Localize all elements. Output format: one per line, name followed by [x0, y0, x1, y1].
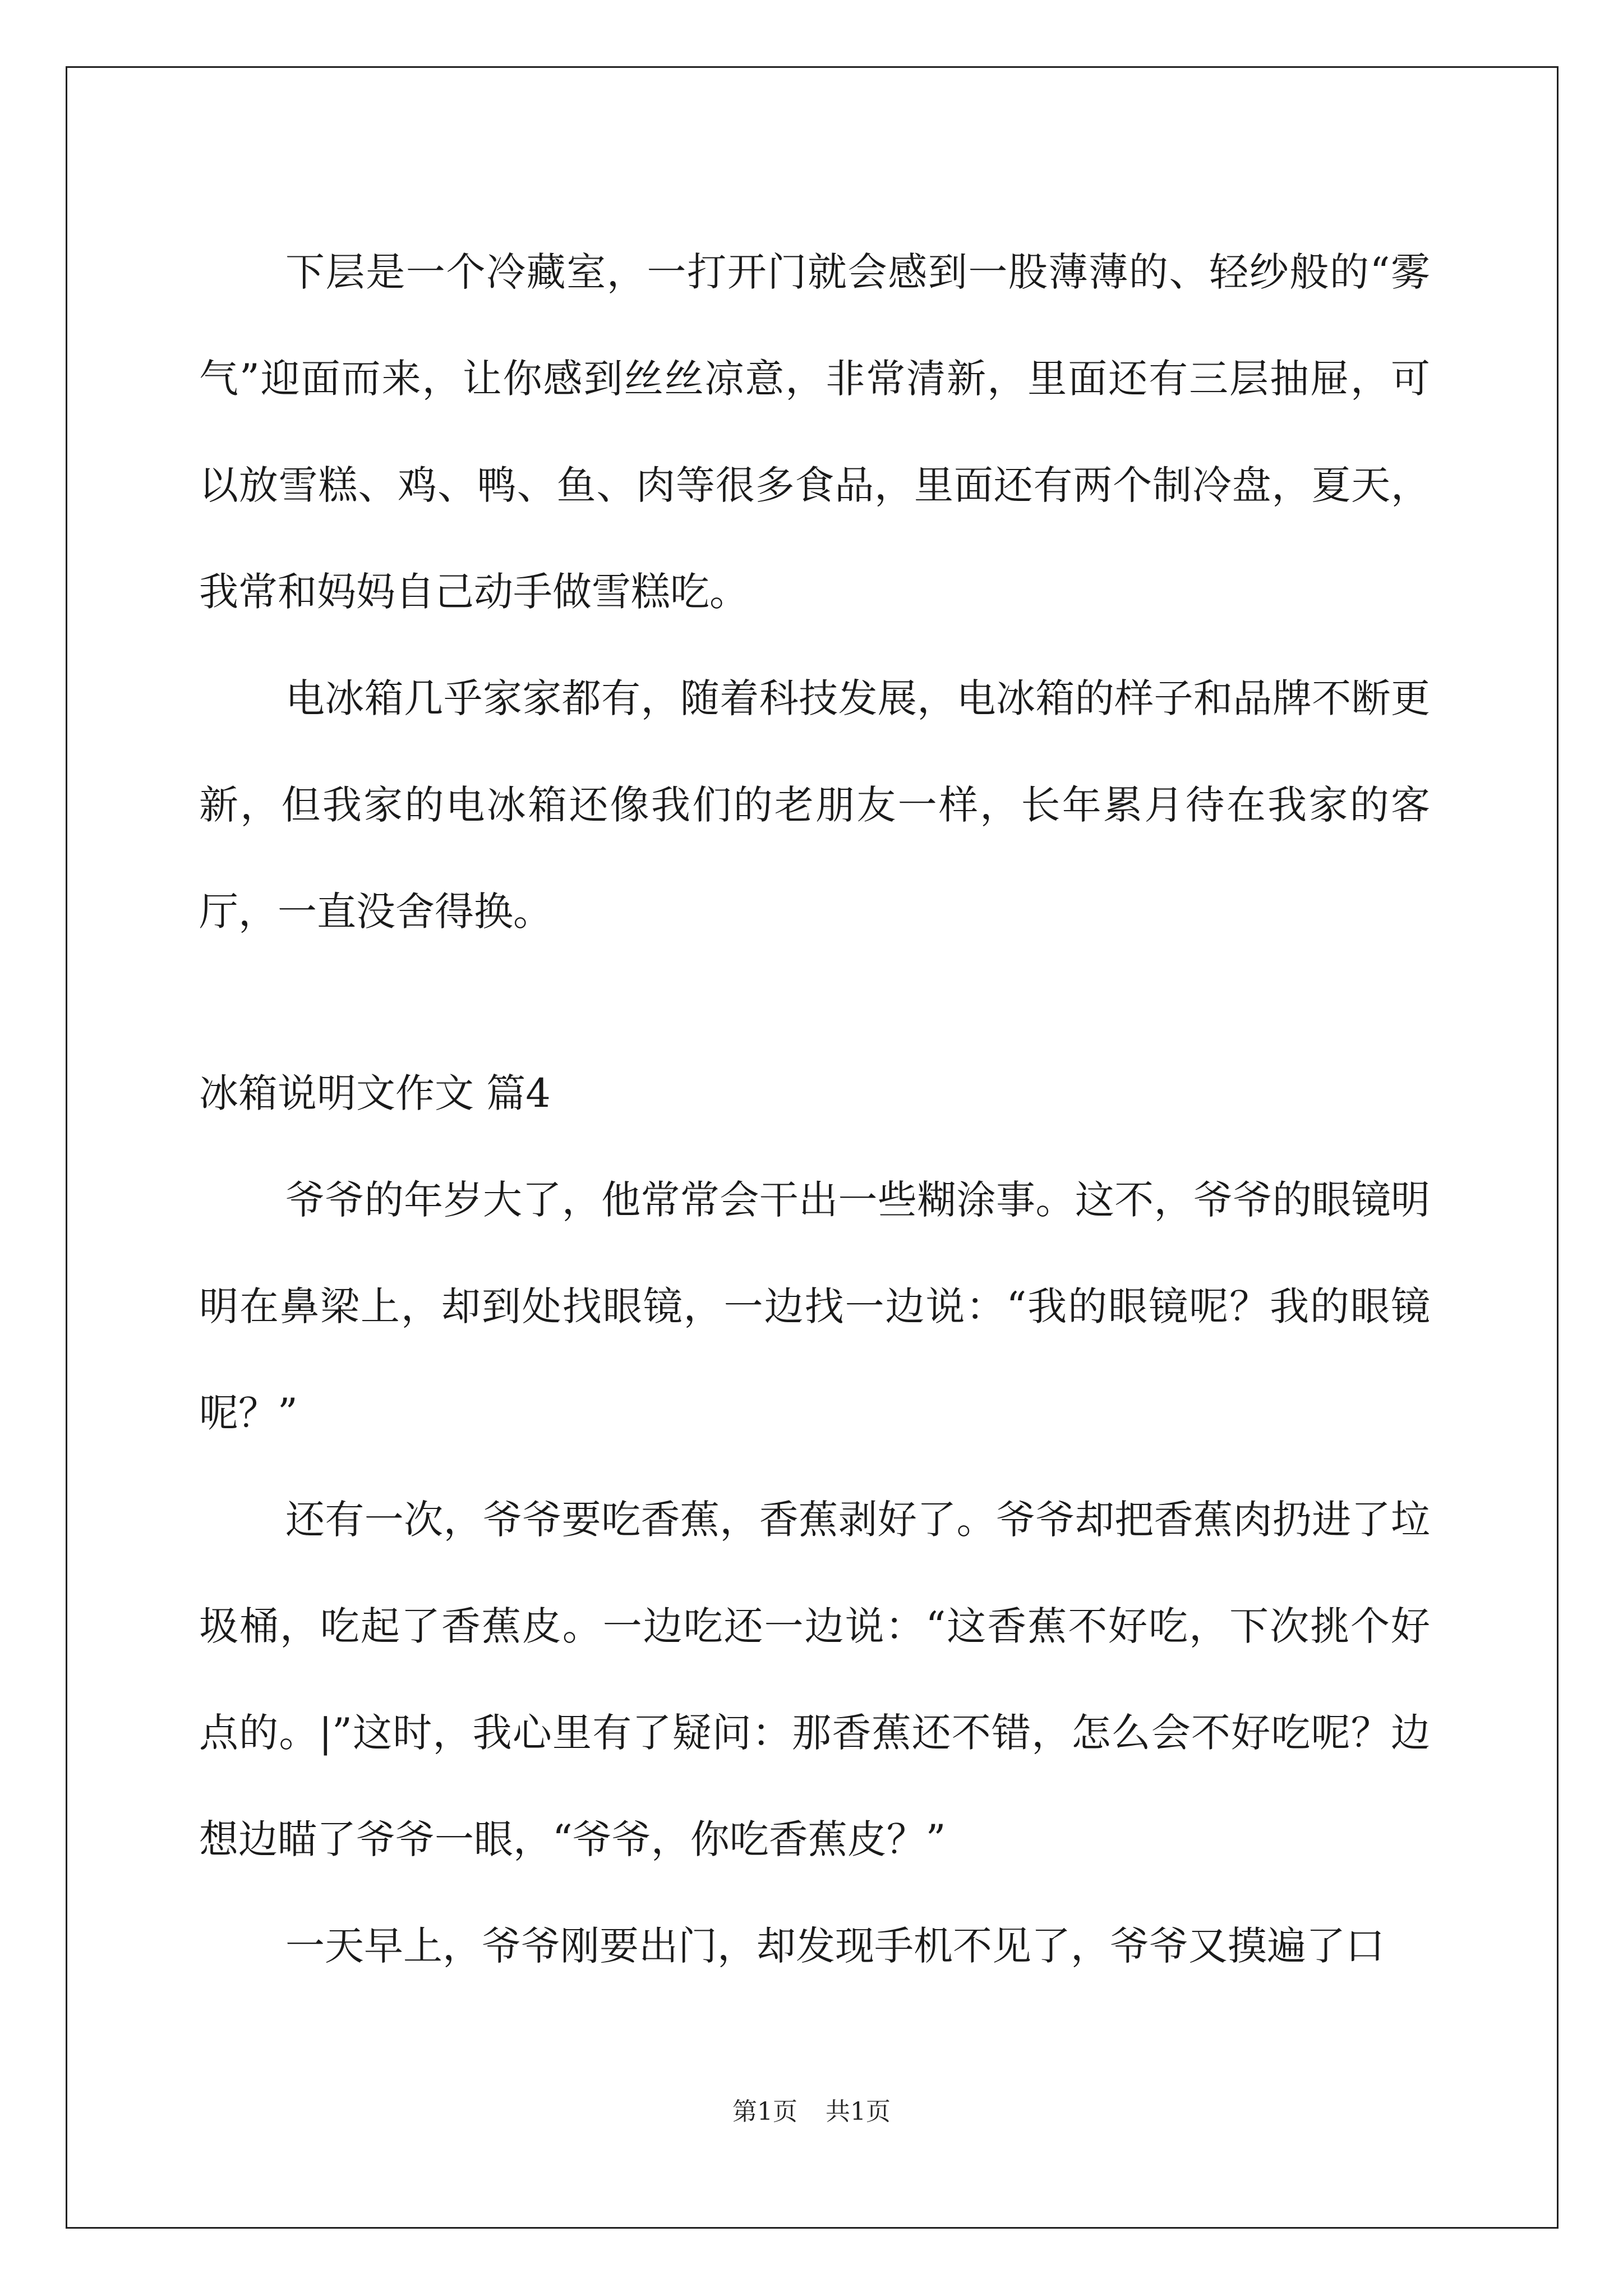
document-body: [199, 219, 1430, 1999]
page-number: 第1页: [732, 2097, 797, 2126]
paragraph: 电冰箱几乎家家都有，随着科技发展，电冰箱的样子和品牌不断更新，但我家的电冰箱还像我们的老朋友一样，长年累月待在我家的客厅，一直没舍得换。: [199, 675, 1430, 935]
paragraph: 爷爷的年岁大了，他常常会干出一些糊涂事。这不，爷爷的眼镜明明在鼻梁上，却到处找眼镜，一边找一边说：“我的眼镜呢？我的眼镜呢？”: [199, 1177, 1430, 1436]
paragraph: 还有一次，爷爷要吃香蕉，香蕉剥好了。爷爷却把香蕉肉扔进了垃圾桶，吃起了香蕉皮。一边吃还一边说：“这香蕉不好吃，下次挑个好点的。|”这时，我心里有了疑问：那香蕉还不错，怎么会不好吃呢？边想边瞄了爷爷一眼，“爷爷，你吃香蕉皮？”: [199, 1497, 1430, 1862]
paragraph: 下层是一个冷藏室，一打开门就会感到一股薄薄的、轻纱般的“雾气”迎面而来，让你感到丝丝凉意，非常清新，里面还有三层抽屉，可以放雪糕、鸡、鸭、鱼、肉等很多食品，里面还有两个制冷盘，夏天，我常和妈妈自己动手做雪糕吃。: [199, 249, 1430, 615]
paragraph: 一天早上，爷爷刚要出门，却发现手机不见了，爷爷又摸遍了口: [285, 1923, 1385, 1969]
section-heading: 冰箱说明文作文 篇4: [199, 1070, 551, 1116]
page-total: 共1页: [826, 2097, 891, 2126]
page-footer: [0, 2095, 1623, 2129]
